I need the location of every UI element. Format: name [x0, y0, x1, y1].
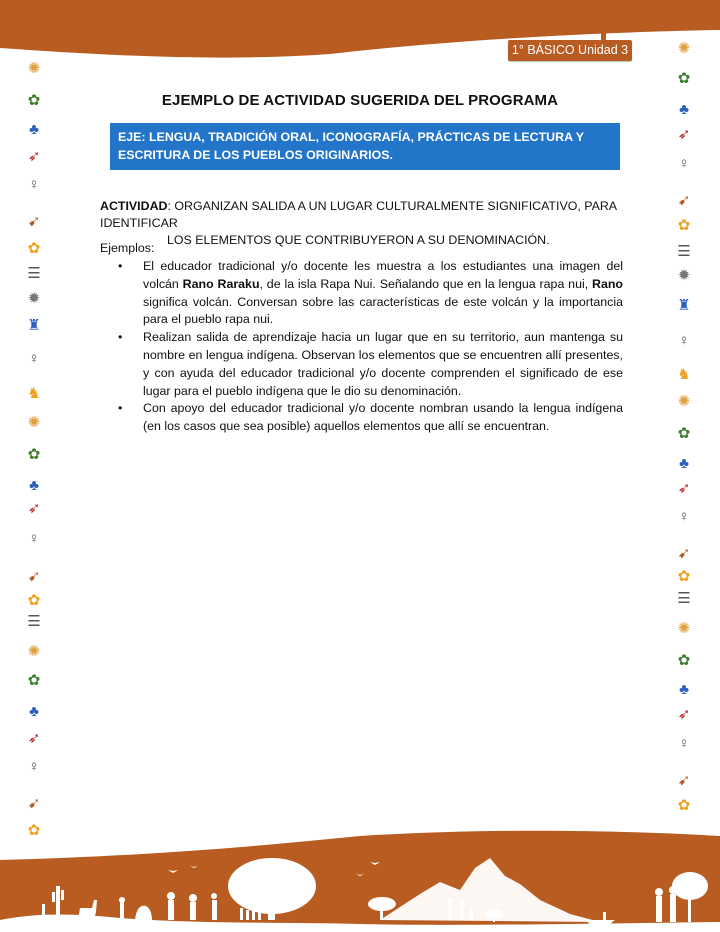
flower-icon: ✿ — [27, 592, 41, 609]
llama-icon: ♞ — [27, 385, 41, 402]
frog-icon: ✿ — [27, 446, 41, 463]
sun-figure-icon: ✺ — [27, 643, 41, 660]
flower-icon: ✿ — [677, 568, 691, 585]
actividad-line1: : ORGANIZAN SALIDA A UN LUGAR CULTURALMENTE SIGNIFICATIVO, PARA IDENTIFICAR — [100, 199, 617, 230]
beetle-icon: ♣ — [29, 477, 39, 494]
item-text: Con apoyo del educador tradicional y/o docente nombran usando la lengua indígena (en los casos que sea posible) aquellos elementos que allí se encuentran. — [143, 401, 623, 434]
condor-icon: ➹ — [677, 772, 691, 789]
human-figure-icon: ♀ — [678, 508, 690, 525]
actividad-line2: LOS ELEMENTOS QUE CONTRIBUYERON A SU DENOMINACIÓN. — [167, 233, 550, 247]
frog-icon: ✿ — [27, 672, 41, 689]
fox-icon: ➶ — [677, 706, 691, 723]
item-text: , de la isla Rapa Nui. Señalando que en la lengua rapa nui, — [259, 276, 593, 291]
bullet-icon: • — [118, 330, 123, 345]
flower-icon: ✿ — [677, 797, 691, 814]
actividad-block — [100, 198, 625, 249]
vessel-icon: ☰ — [677, 590, 691, 607]
flower-icon: ✿ — [27, 822, 41, 839]
ejemplos-label: Ejemplos: — [100, 241, 155, 255]
mask-icon: ♜ — [677, 297, 691, 314]
frog-icon: ✿ — [27, 92, 41, 109]
item-bold-rano-raraku: Rano Raraku — [182, 276, 260, 291]
llama-icon: ♞ — [677, 366, 691, 383]
condor-icon: ➹ — [677, 192, 691, 209]
item-bold-rano: Rano — [592, 276, 623, 291]
fox-icon: ➶ — [677, 480, 691, 497]
beetle-icon: ♣ — [679, 101, 689, 118]
sun-figure-icon: ✺ — [27, 414, 41, 431]
beetle-icon: ♣ — [679, 681, 689, 698]
list-item — [100, 329, 623, 400]
item-text: significa volcán. Conversan sobre las características de este volcán y la importancia para el pueblo rapa nui. — [143, 294, 623, 327]
mask-icon: ♜ — [27, 317, 41, 334]
human-figure-icon: ♀ — [678, 735, 690, 752]
eje-banner: EJE: LENGUA, TRADICIÓN ORAL, ICONOGRAFÍA, PRÁCTICAS DE LECTURA Y ESCRITURA DE LOS PUEBLOS ORIGINARIOS. — [110, 123, 620, 170]
human-figure-icon: ♀ — [678, 332, 690, 349]
right-icon-column — [664, 0, 704, 932]
fox-icon: ➶ — [27, 730, 41, 747]
sunburst-icon: ✹ — [677, 267, 691, 284]
list-item — [100, 400, 623, 436]
landscape-illustration — [0, 828, 720, 932]
frog-icon: ✿ — [677, 70, 691, 87]
fox-icon: ➶ — [677, 126, 691, 143]
condor-icon: ➹ — [677, 545, 691, 562]
left-icon-column — [14, 0, 54, 932]
list-item — [100, 258, 623, 329]
beetle-icon: ♣ — [29, 121, 39, 138]
fox-icon: ➶ — [27, 148, 41, 165]
item-text: Realizan salida de aprendizaje hacia un lugar que en su territorio, aun mantenga su nombre en lengua indígena. Observan los elementos que se encuentren allí presentes, y con ayuda del educador tradicional y/o docente comprenden el significado de ese lugar para el pueblo indígena que le dio su denominación. — [143, 330, 623, 398]
sunburst-icon: ✹ — [27, 290, 41, 307]
sun-figure-icon: ✺ — [27, 60, 41, 77]
examples-list — [100, 258, 623, 436]
condor-icon: ➹ — [27, 213, 41, 230]
human-figure-icon: ♀ — [678, 155, 690, 172]
item-text: El educador tradicional y/o docente les muestra a los estudiantes una imagen del volcán — [143, 259, 623, 291]
vessel-icon: ☰ — [27, 613, 41, 630]
frog-icon: ✿ — [677, 652, 691, 669]
flower-icon: ✿ — [677, 217, 691, 234]
sun-figure-icon: ✺ — [677, 40, 691, 57]
frog-icon: ✿ — [677, 425, 691, 442]
grade-unit-badge: 1° BÁSICO Unidad 3 — [508, 40, 632, 61]
human-figure-icon: ♀ — [28, 350, 40, 367]
sun-figure-icon: ✺ — [677, 620, 691, 637]
vessel-icon: ☰ — [677, 243, 691, 260]
sun-figure-icon: ✺ — [677, 393, 691, 410]
human-figure-icon: ♀ — [28, 530, 40, 547]
condor-icon: ➹ — [27, 795, 41, 812]
page-title: EJEMPLO DE ACTIVIDAD SUGERIDA DEL PROGRAMA — [161, 92, 559, 109]
flower-icon: ✿ — [27, 240, 41, 257]
fox-icon: ➶ — [27, 500, 41, 517]
bullet-icon: • — [118, 259, 123, 273]
beetle-icon: ♣ — [29, 703, 39, 720]
human-figure-icon: ♀ — [28, 176, 40, 193]
beetle-icon: ♣ — [679, 455, 689, 472]
human-figure-icon: ♀ — [28, 758, 40, 775]
vessel-icon: ☰ — [27, 265, 41, 282]
bullet-icon: • — [118, 401, 123, 416]
actividad-label: ACTIVIDAD — [100, 199, 168, 213]
condor-icon: ➹ — [27, 568, 41, 585]
